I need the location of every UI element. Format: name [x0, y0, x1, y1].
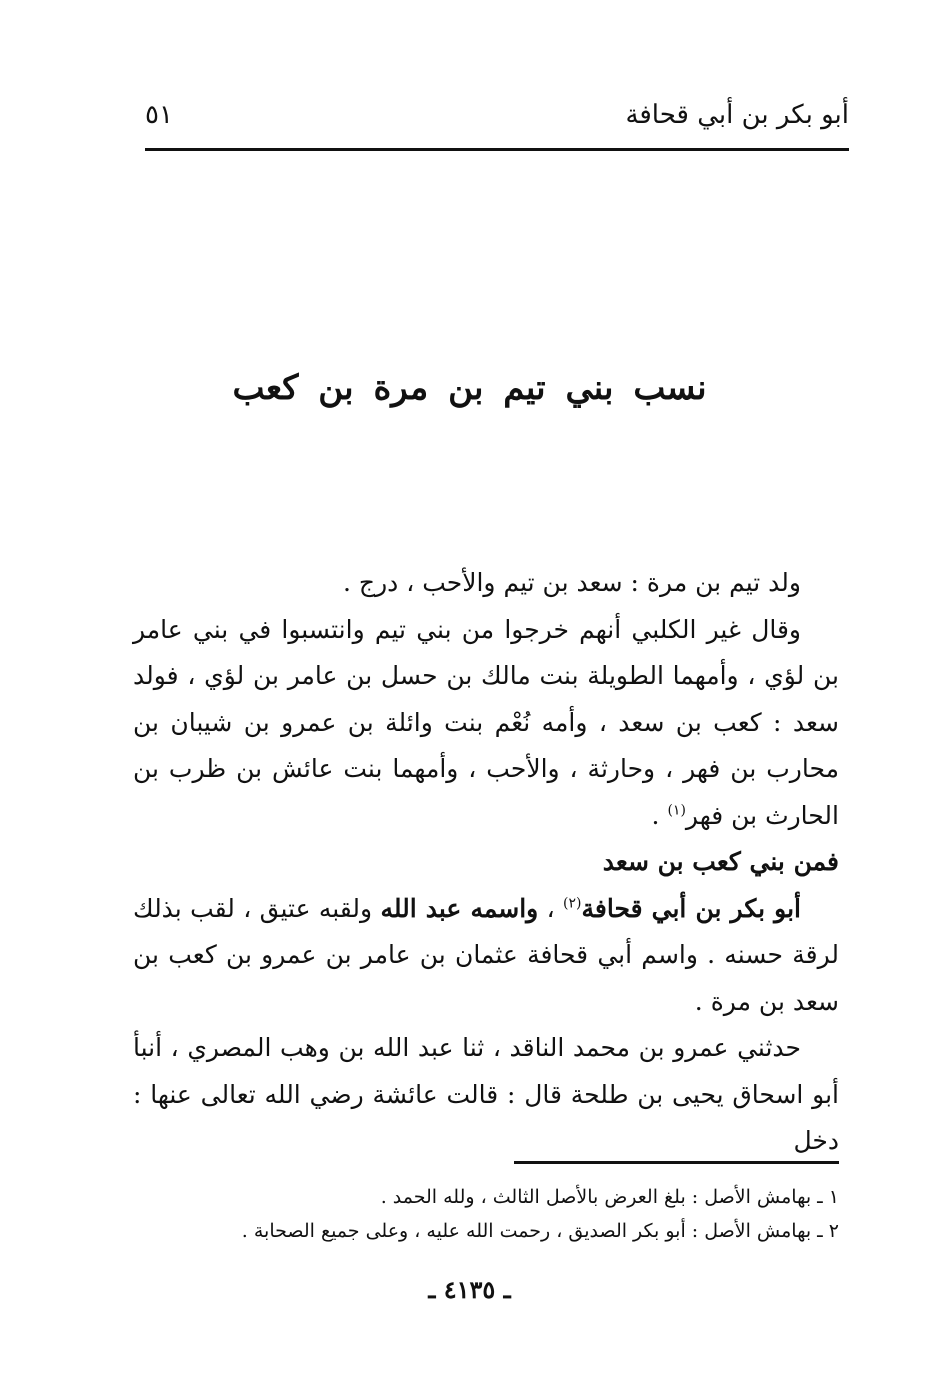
- footnotes: [145, 1180, 839, 1248]
- page-header: [145, 100, 849, 144]
- page-number: ٥١: [145, 100, 173, 130]
- body-text: [133, 560, 839, 1165]
- paragraph: حدثني عمرو بن محمد الناقد ، ثنا عبد الله بن وهب المصري ، أنبأ أبو اسحاق يحيى بن طلحة قال : قالت عائشة رضي الله تعالى عنها : دخل: [133, 1033, 839, 1155]
- paragraph-end: .: [651, 800, 668, 830]
- paragraph-text: ،: [538, 893, 563, 923]
- running-title: أبو بكر بن أبي قحافة: [625, 100, 849, 130]
- footnote: ٢ ـ بهامش الأصل : أبو بكر الصديق ، رحمت الله عليه ، وعلى جميع الصحابة .: [241, 1220, 839, 1242]
- header-rule: [145, 148, 849, 151]
- paragraph: [133, 607, 839, 840]
- footnote-marker: (٢): [563, 895, 582, 912]
- subheading: فمن بني كعب بن سعد: [602, 847, 839, 876]
- paragraph: [133, 886, 839, 1026]
- paragraph-text: ولقبه عتيق ، لقب بذلك لرقة حسنه . واسم أبي قحافة عثمان بن عامر بن عمرو بن كعب بن سعد بن مرة .: [133, 893, 839, 1016]
- footnote-rule: [514, 1161, 839, 1164]
- bold-name: واسمه عبد الله: [380, 893, 539, 923]
- section-heading: نسب بني تيم بن مرة بن كعب: [232, 368, 707, 408]
- bottom-page-number: ـ ٤١٣٥ ـ: [428, 1275, 511, 1304]
- footnote: ١ ـ بهامش الأصل : بلغ العرض بالأصل الثالث ، ولله الحمد .: [380, 1186, 839, 1208]
- footnote-marker: (١): [667, 802, 686, 819]
- paragraph-text: وقال غير الكلبي أنهم خرجوا من بني تيم وانتسبوا في بني عامر بن لؤي ، وأمهما الطويلة بنت مالك بن حسل بن عامر بن لؤي ، فولد سعد : كعب بن سعد ، وأمه نُعْم بنت وائلة بن عمرو بن شيبان بن محارب بن فهر ، وحارثة ، والأحب ، وأمهما بنت عائش بن ظرب بن الحارث بن فهر: [133, 614, 839, 830]
- paragraph: ولد تيم بن مرة : سعد بن تيم والأحب ، درج .: [343, 568, 801, 597]
- bold-name: أبو بكر بن أبي قحافة: [581, 893, 801, 923]
